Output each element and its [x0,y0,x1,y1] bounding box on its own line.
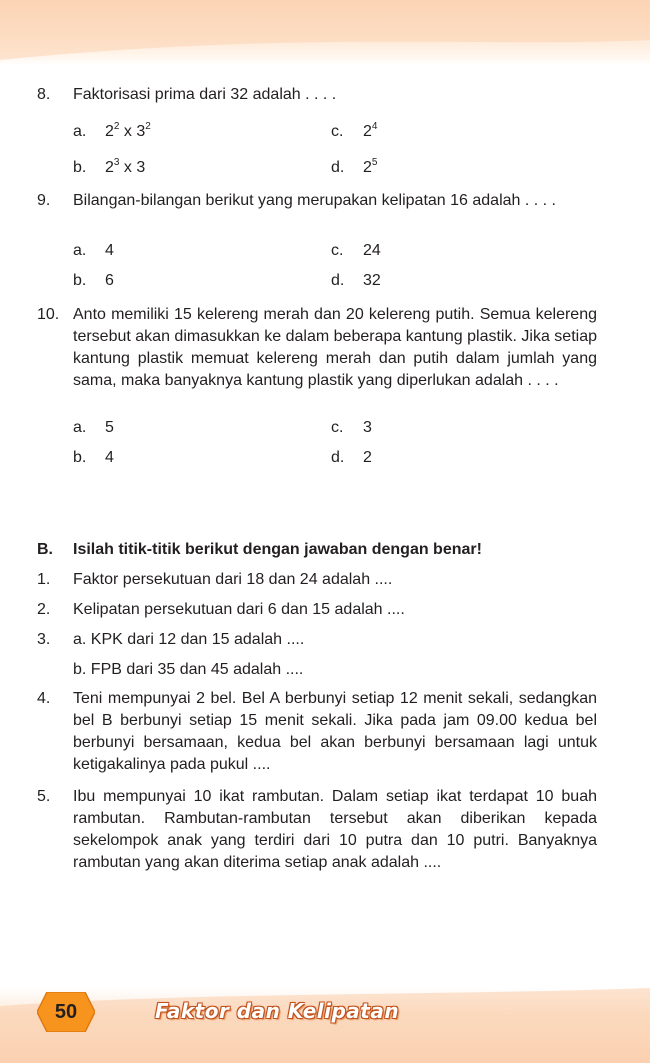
question-text: Bilangan-bilangan berikut yang merupakan kelipatan 16 adalah . . . . [73,192,556,209]
option-10b: b. 4 [73,449,114,466]
option-8c: c. $2^4$ [331,121,378,140]
section-b-item-5: 5. Ibu mempunyai 10 ikat rambutan. Dalam setiap ikat terdapat 10 buah rambutan. Rambutan-rambutan tersebut akan diberikan kepada sekelompok anak yang terdiri dari 10 putra dan 10 putri. Banyaknya rambutan yang akan diterima setiap anak adalah .... [37,788,597,871]
option-9a: a. 4 [73,242,114,259]
option-10d: d. 2 [331,449,372,466]
option-10c: c. 3 [331,419,372,436]
option-8d: d. $2^5$ [331,157,378,176]
chapter-title: Faktor dan Kelipatan [155,999,400,1023]
section-b-item-3b: b. FPB dari 35 dan 45 adalah .... [73,661,304,678]
question-9 [37,190,597,212]
question-text: Anto memiliki 15 kelereng merah dan 20 kelereng putih. Semua kelereng tersebut akan dimasukkan ke dalam beberapa kantung plastik. Jika setiap kantung plastik memuat kelereng merah dan putih dalam jumlah yang sama, maka banyaknya kantung plastik yang diperlukan adalah . . . . [73,306,597,389]
question-8 [37,84,597,106]
option-8a: a. $2^2$ x $3^2$ [73,121,151,140]
section-b-item-2: 2. Kelipatan persekutuan dari 6 dan 15 adalah .... [37,601,405,618]
header-decoration [0,0,650,66]
option-9c: c. 24 [331,242,381,259]
question-number: 10. [37,306,60,323]
section-b-item-1: 1. Faktor persekutuan dari 18 dan 24 adalah .... [37,571,393,588]
option-9d: d. 32 [331,272,381,289]
option-9b: b. 6 [73,272,114,289]
option-10a: a. 5 [73,419,114,436]
option-8b: b. $2^3$ x 3 [73,157,146,176]
section-b-item-3: 3. a. KPK dari 12 dan 15 adalah .... [37,631,305,648]
header-wave [0,0,650,66]
question-number: 9. [37,192,51,209]
page-number: 50 [54,1001,78,1023]
section-b-title: B. Isilah titik-titik berikut dengan jawaban dengan benar! [37,541,482,558]
question-10 [37,304,597,392]
section-b-item-4: 4. Teni mempunyai 2 bel. Bel A berbunyi setiap 12 menit sekali, sedangkan bel B berbunyi setiap 15 menit sekali. Jika pada jam 09.00 kedua bel berbunyi bersamaan, kedua bel akan berbunyi bersamaan lagi untuk ketigakalinya pada pukul .... [37,690,597,773]
question-number: 8. [37,86,51,103]
question-text: Faktorisasi prima dari 32 adalah . . . . [73,86,337,103]
